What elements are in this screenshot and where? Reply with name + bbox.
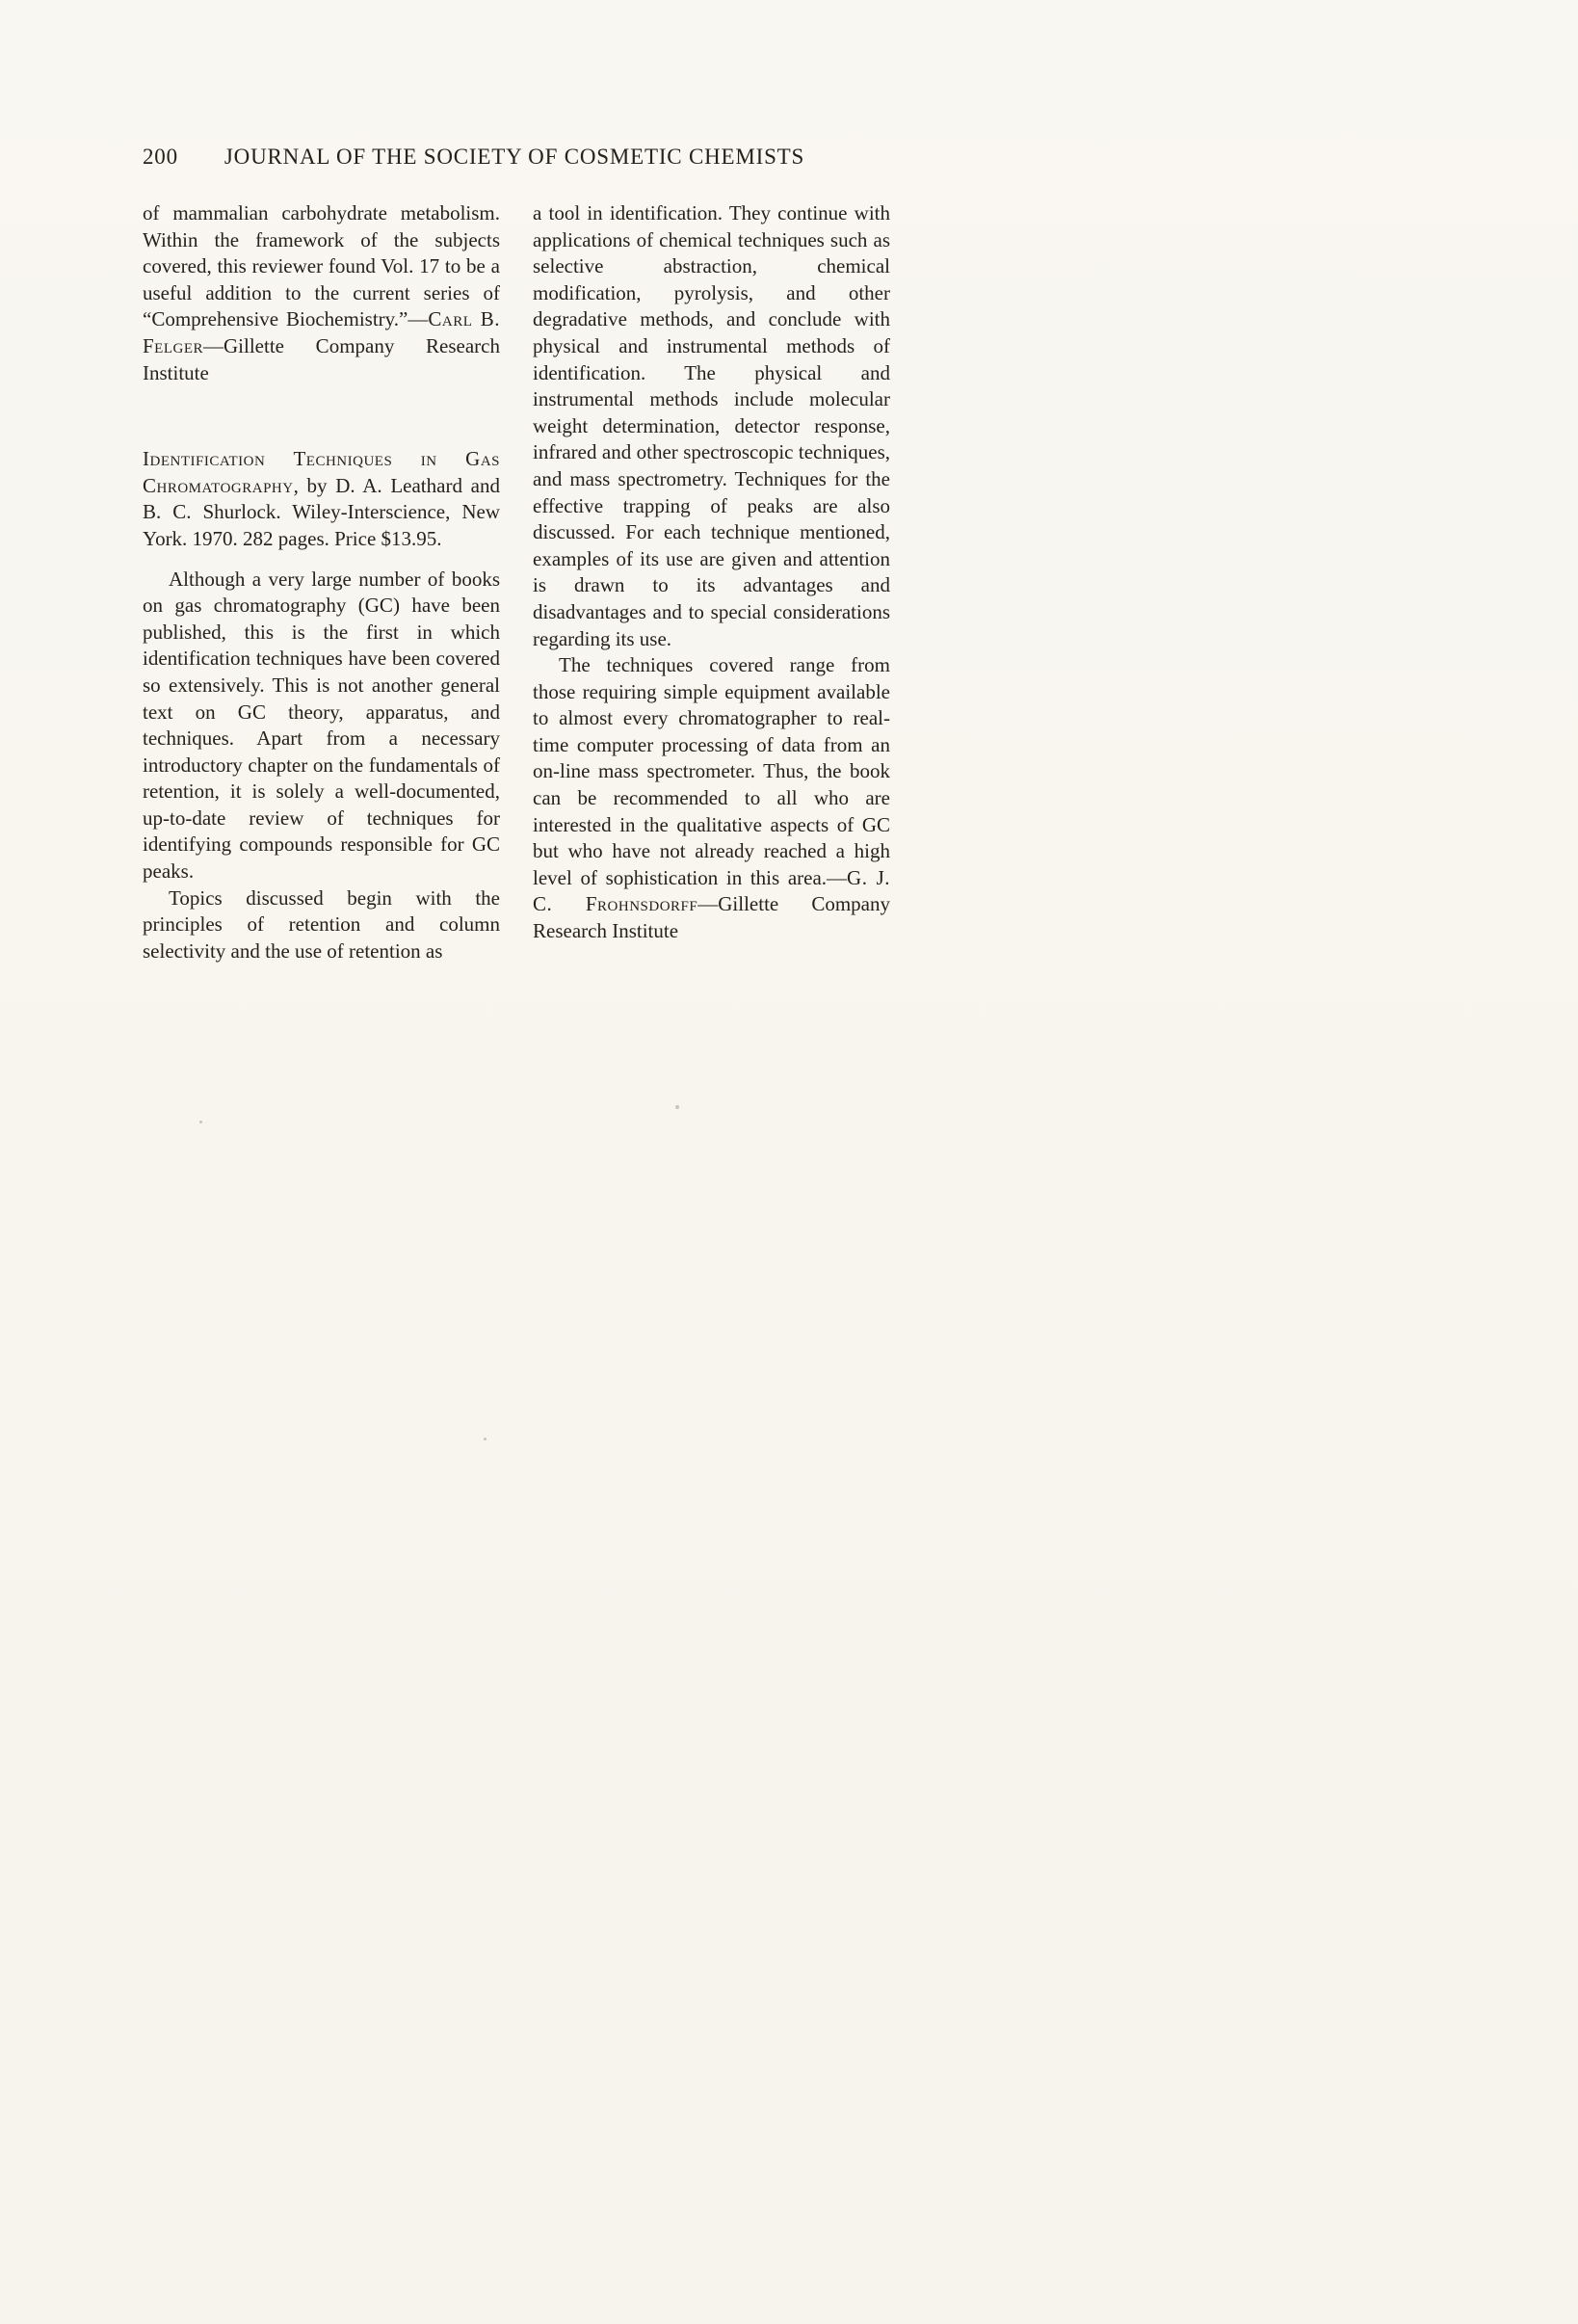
book-title: Identification Techniques in Gas Chromatography (143, 447, 500, 497)
review-closing-paragraph (533, 652, 890, 945)
scan-speck (484, 1438, 487, 1440)
scan-speck (675, 1105, 679, 1109)
scan-speck (199, 1121, 202, 1123)
body-text: of mammalian carbohydrate metabolism. Within the framework of the subjects covered, this reviewer found Vol. 17 to be a useful addition to the current series of “Comprehensive Biochemistry.”— (143, 201, 500, 331)
reviewer-name: G. J. C. Frohnsdorff (533, 865, 891, 916)
review-paragraph: Topics discussed begin with the principles of retention and column selectivity and the use of retention as (143, 885, 500, 963)
right-column (533, 200, 890, 964)
page-header (143, 145, 804, 170)
review-conclusion-paragraph (143, 200, 500, 386)
text-columns (143, 200, 890, 964)
page-number: 200 (143, 145, 178, 169)
book-citation (143, 446, 500, 552)
reviewer-name: Carl B. Felger (143, 307, 500, 357)
journal-title: JOURNAL OF THE SOCIETY OF COSMETIC CHEMISTS (224, 145, 805, 169)
review-paragraph: a tool in identification. They continue with applications of chemical techniques such as selective abstraction, chemical modification, pyrolysis, and other degradative methods, and conclude with physical and instrumental methods of identification. The physical and instrumental methods include molecular weight determination, detector response, infrared and other spectroscopic techniques, and mass spectrometry. Techniques for the effective trapping of peaks are also discussed. For each technique mentioned, examples of its use are given and attention is drawn to its advantages and disadvantages and to special considerations regarding its use. (533, 201, 890, 650)
reviewer-affiliation: —Gillette Company Research Institute (143, 333, 500, 384)
review-paragraph: Although a very large number of books on gas chromatography (GC) have been published, this is the first in which identification techniques have been covered so extensively. This is not another general text on GC theory, apparatus, and techniques. Apart from a necessary introductory chapter on the fundamentals of retention, it is solely a well-documented, up-to-date review of techniques for identifying compounds responsible for GC peaks. (143, 567, 500, 884)
reviewer-affiliation: —Gillette Company Research Institute (533, 892, 890, 943)
body-text: The techniques covered range from those requiring simple equipment available to almost every chromatographer to real-time computer processing of data from an on-line mass spectrometer. Thus, the book can be recommended to all who are interested in the qualitative aspects of GC but who have not already reached a high level of sophistication in this area.— (533, 653, 890, 889)
citation-details: , by D. A. Leathard and B. C. Shurlock. Wiley-Interscience, New York. 1970. 282 pages. Price $13.95. (143, 473, 500, 550)
left-column (143, 200, 500, 964)
